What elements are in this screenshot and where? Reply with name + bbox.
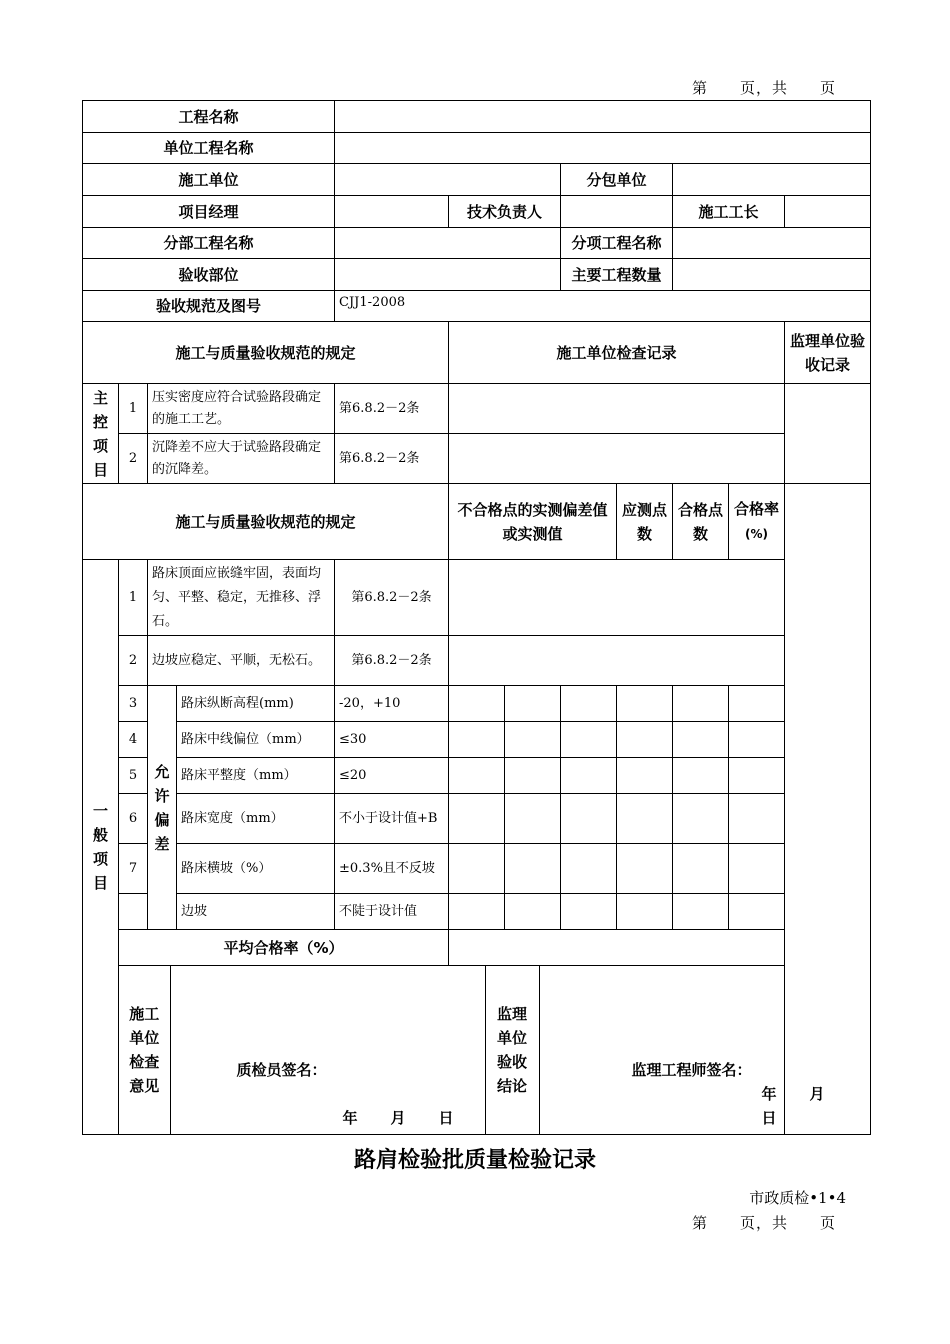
deviation-cell[interactable]: [449, 686, 505, 722]
pass-count-cell[interactable]: [673, 686, 729, 722]
pass-rate-cell[interactable]: [729, 844, 785, 894]
pass-rate-cell[interactable]: [729, 722, 785, 758]
deviation-cell[interactable]: [449, 894, 505, 930]
deviation-cell[interactable]: [561, 722, 617, 758]
deviation-cell[interactable]: [505, 722, 561, 758]
deviation-item-name: 路床横坡（%）: [177, 844, 335, 894]
should-count-header: 应测点数: [617, 484, 673, 560]
section-rules-header: 施工与质量验收规范的规定: [83, 322, 449, 384]
subitem-label: 分项工程名称: [561, 228, 673, 259]
tech-lead-label: 技术负责人: [449, 196, 561, 228]
construction-unit-value[interactable]: [335, 164, 561, 196]
page-indicator-top: 第 页，共 页: [691, 79, 836, 97]
deviation-item-name: 路床纵断高程(mm): [177, 686, 335, 722]
general-label: 一 般 项 目: [83, 560, 119, 1135]
pass-count-cell[interactable]: [673, 722, 729, 758]
general-item-desc: 边坡应稳定、平顺，无松石。: [148, 636, 335, 686]
deviation-item-no: 7: [119, 844, 148, 894]
deviation-cell[interactable]: [505, 794, 561, 844]
main-item-clause: 第6.8.2－2条: [335, 384, 449, 434]
project-manager-label: 项目经理: [83, 196, 335, 228]
main-item-clause: 第6.8.2－2条: [335, 434, 449, 484]
deviation-cell[interactable]: [561, 894, 617, 930]
pass-count-cell[interactable]: [673, 794, 729, 844]
avg-pass-rate-label: 平均合格率（%）: [119, 930, 449, 966]
deviation-cell[interactable]: [561, 844, 617, 894]
main-supervision-record[interactable]: [785, 384, 871, 484]
deviation-item-value: ≤30: [335, 722, 449, 758]
signature-section: [119, 966, 871, 1135]
acceptance-part-label: 验收部位: [83, 259, 335, 291]
should-count-cell[interactable]: [617, 794, 673, 844]
deviation-header: 不合格点的实测偏差值或实测值: [449, 484, 617, 560]
spec-label: 验收规范及图号: [83, 291, 335, 322]
construction-unit-label: 施工单位: [83, 164, 335, 196]
supervision-conclusion-area[interactable]: [539, 966, 870, 1134]
deviation-item-no: [119, 894, 148, 930]
section-check-record-header: 施工单位检查记录: [449, 322, 785, 384]
deviation-item-value: 不陡于设计值: [335, 894, 449, 930]
deviation-cell[interactable]: [449, 794, 505, 844]
main-control-label: 主 控 项 目: [83, 384, 119, 484]
subitem-value[interactable]: [673, 228, 871, 259]
should-count-cell[interactable]: [617, 758, 673, 794]
construction-opinion-label: 施工 单位 检查 意见: [119, 966, 170, 1134]
division-label: 分部工程名称: [83, 228, 335, 259]
should-count-cell[interactable]: [617, 894, 673, 930]
deviation-cell[interactable]: [505, 686, 561, 722]
spec-value[interactable]: CJJ1-2008: [335, 291, 871, 322]
pass-rate-cell[interactable]: [729, 686, 785, 722]
should-count-cell[interactable]: [617, 686, 673, 722]
general-item-desc: 路床顶面应嵌缝牢固，表面均匀、平整、稳定，无推移、浮石。: [148, 560, 335, 636]
supervisor-sign-label: 监理工程师签名：: [631, 1061, 752, 1079]
deviation-cell[interactable]: [449, 722, 505, 758]
deviation-item-value: 不小于设计值+B: [335, 794, 449, 844]
document-title: 路肩检验批质量检验记录: [353, 1148, 596, 1173]
project-manager-value[interactable]: [335, 196, 449, 228]
supervision-conclusion-label: 监理 单位 验收 结论: [485, 966, 539, 1134]
general-item-record[interactable]: [449, 560, 785, 636]
division-value[interactable]: [335, 228, 561, 259]
deviation-item-value: ±0.3%且不反坡: [335, 844, 449, 894]
allowed-deviation-label: 允 许 偏 差: [148, 686, 177, 930]
deviation-item-name: 路床中线偏位（mm）: [177, 722, 335, 758]
pass-rate-header: 合格率 (%): [729, 484, 785, 560]
pass-count-cell[interactable]: [673, 894, 729, 930]
avg-pass-rate-value[interactable]: [449, 930, 785, 966]
deviation-cell[interactable]: [449, 758, 505, 794]
should-count-cell[interactable]: [617, 722, 673, 758]
inspection-form-table: [82, 100, 871, 1135]
section-supervision-header: 监理单位验收记录: [785, 322, 871, 384]
supervision-date: 年 月 日: [761, 1085, 858, 1127]
subcontractor-label: 分包单位: [561, 164, 673, 196]
deviation-item-name: 路床平整度（mm）: [177, 758, 335, 794]
pass-count-cell[interactable]: [673, 758, 729, 794]
unit-project-value[interactable]: [335, 133, 871, 164]
construction-date: 年 月 日: [342, 1109, 455, 1127]
deviation-item-no: 5: [119, 758, 148, 794]
deviation-item-no: 4: [119, 722, 148, 758]
deviation-item-name: 路床宽度（mm）: [177, 794, 335, 844]
pass-count-cell[interactable]: [673, 844, 729, 894]
deviation-cell[interactable]: [561, 686, 617, 722]
pass-count-header: 合格点数: [673, 484, 729, 560]
unit-project-label: 单位工程名称: [83, 133, 335, 164]
project-name-value[interactable]: [335, 101, 871, 133]
deviation-cell[interactable]: [505, 894, 561, 930]
general-item-no: 2: [119, 636, 148, 686]
main-item-no: 1: [119, 384, 148, 434]
deviation-cell[interactable]: [449, 844, 505, 894]
pass-rate-cell[interactable]: [729, 894, 785, 930]
foreman-label: 施工工长: [673, 196, 785, 228]
page-indicator-bottom: 第 页，共 页: [691, 1214, 836, 1232]
general-rules-header: 施工与质量验收规范的规定: [83, 484, 449, 560]
acceptance-part-value[interactable]: [335, 259, 561, 291]
deviation-item-value: ≤20: [335, 758, 449, 794]
deviation-cell[interactable]: [561, 758, 617, 794]
inspector-sign-label: 质检员签名：: [236, 1061, 327, 1079]
main-quantity-label: 主要工程数量: [561, 259, 673, 291]
main-item-record[interactable]: [449, 384, 785, 434]
should-count-cell[interactable]: [617, 844, 673, 894]
main-item-desc: 压实密度应符合试验路段确定的施工工艺。: [148, 384, 335, 434]
deviation-item-value: -20，+10: [335, 686, 449, 722]
main-item-record[interactable]: [449, 434, 785, 484]
subcontractor-value[interactable]: [673, 164, 871, 196]
project-name-label: 工程名称: [83, 101, 335, 133]
general-item-clause: 第6.8.2－2条: [335, 560, 449, 636]
deviation-item-name: 边坡: [177, 894, 335, 930]
deviation-cell[interactable]: [561, 794, 617, 844]
main-quantity-value[interactable]: [673, 259, 871, 291]
main-item-no: 2: [119, 434, 148, 484]
deviation-item-no: 6: [119, 794, 148, 844]
deviation-cell[interactable]: [505, 844, 561, 894]
pass-rate-cell[interactable]: [729, 758, 785, 794]
general-item-record[interactable]: [449, 636, 785, 686]
foreman-value[interactable]: [785, 196, 871, 228]
general-item-clause: 第6.8.2－2条: [335, 636, 449, 686]
deviation-item-no: 3: [119, 686, 148, 722]
construction-opinion-area[interactable]: [170, 966, 485, 1134]
main-item-desc: 沉降差不应大于试验路段确定的沉降差。: [148, 434, 335, 484]
pass-rate-cell[interactable]: [729, 794, 785, 844]
deviation-cell[interactable]: [505, 758, 561, 794]
tech-lead-value[interactable]: [561, 196, 673, 228]
form-code: 市政质检•1•4: [749, 1189, 846, 1207]
general-item-no: 1: [119, 560, 148, 636]
